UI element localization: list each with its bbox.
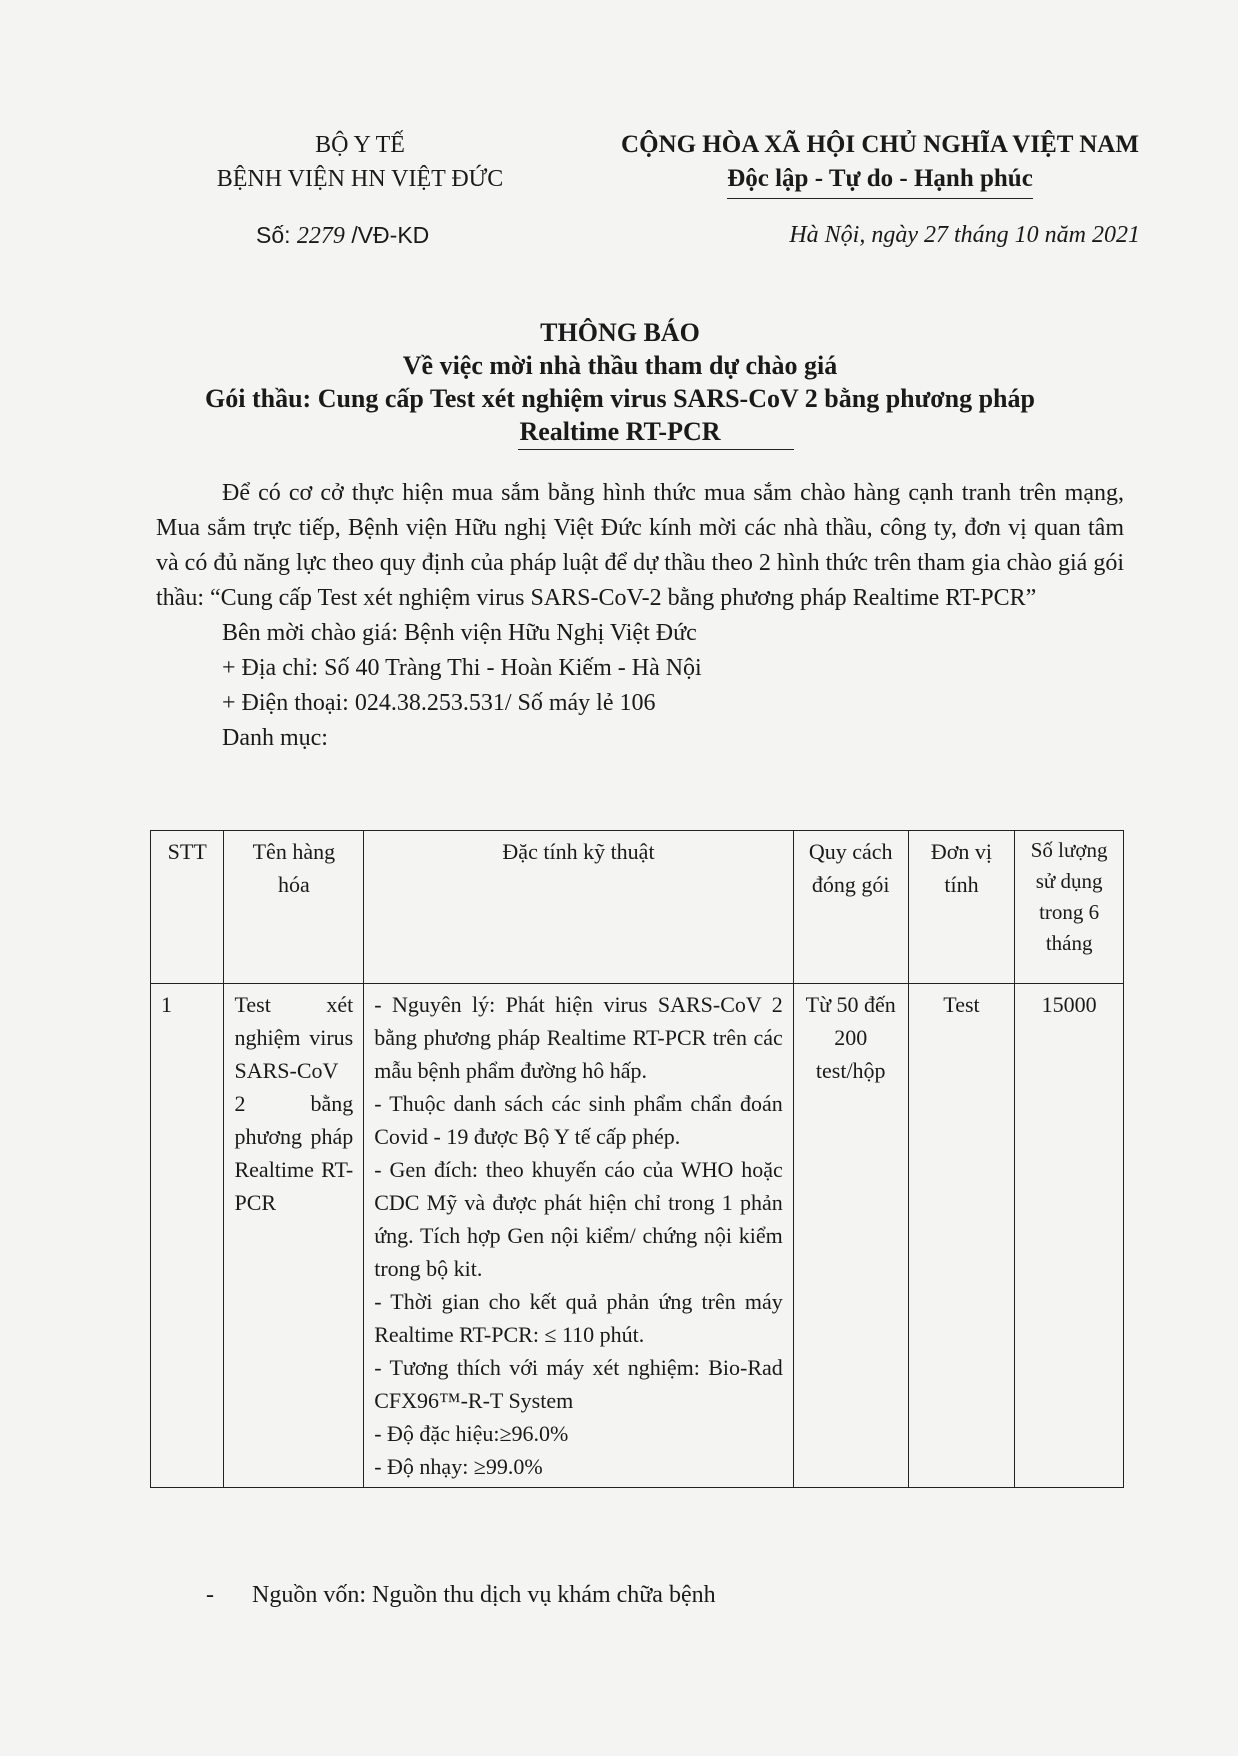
table-header-row (151, 831, 1124, 984)
doc-number-prefix: Số: (256, 222, 291, 248)
date-year: năm 2021 (1044, 222, 1140, 248)
doc-number-suffix: /VĐ-KD (351, 222, 430, 248)
header-unit: Đơn vị tính (908, 831, 1015, 984)
national-header (580, 128, 1180, 199)
row-qty: 15000 (1015, 984, 1124, 1488)
document-date (700, 222, 1140, 249)
phone-line: + Điện thoại: 024.38.253.531/ Số máy lẻ 106 (222, 690, 656, 716)
row-name: Test xét nghiệm virus SARS-CoV 2 bằng phương pháp Realtime RT-PCR (224, 984, 364, 1488)
header-name: Tên hàng hóa (224, 831, 364, 984)
spec-license: - Thuộc danh sách các sinh phẩm chẩn đoán Covid - 19 được Bộ Y tế cấp phép. (374, 1091, 783, 1149)
row-unit: Test (908, 984, 1015, 1488)
date-month-label: tháng (953, 222, 1009, 248)
header-qty: Số lượng sử dụng trong 6 tháng (1015, 831, 1124, 984)
inviter-line: Bên mời chào giá: Bệnh viện Hữu Nghị Việt Đức (222, 620, 697, 646)
date-place: Hà Nội, ngày (789, 222, 918, 248)
notice-body (156, 476, 1124, 756)
row-pack: Từ 50 đến 200 test/hộp (793, 984, 908, 1488)
issuer-header (170, 128, 550, 196)
title-line-1: THÔNG BÁO (540, 318, 700, 347)
funding-dash: - (206, 1582, 214, 1608)
title-line-2: Về việc mời nhà thầu tham dự chào giá (402, 351, 838, 380)
spec-compatibility: - Tương thích với máy xét nghiệm: Bio-Rad CFX96™-R-T System (374, 1355, 783, 1413)
date-day: 27 (923, 222, 948, 248)
row-stt: 1 (151, 984, 224, 1488)
funding-text: Nguồn vốn: Nguồn thu dịch vụ khám chữa bệnh (252, 1582, 716, 1608)
items-table (150, 830, 1124, 1488)
header-pack: Quy cách đóng gói (793, 831, 908, 984)
header-spec: Đặc tính kỹ thuật (364, 831, 794, 984)
document-number (256, 222, 429, 250)
header-stt: STT (151, 831, 224, 984)
row-spec (364, 984, 794, 1488)
notice-title (150, 316, 1090, 448)
title-divider (518, 449, 794, 450)
spec-turnaround: - Thời gian cho kết quả phản ứng trên máy Realtime RT-PCR: ≤ 110 phút. (374, 1289, 783, 1347)
ministry-name: BỘ Y TẾ (315, 132, 405, 158)
title-line-4: Realtime RT-PCR (519, 417, 721, 446)
table-row (151, 984, 1124, 1488)
intro-paragraph: Để có cơ cở thực hiện mua sắm bằng hình thức mua sắm chào hàng cạnh tranh trên mạng, Mua sắm trực tiếp, Bệnh viện Hữu nghị Việt Đức kính mời các nhà thầu, công ty, đơn vị quan tâm và có đủ năng lực theo quy định của pháp luật để dự thầu theo 2 hình thức trên tham gia chào giá gói thầu: “Cung cấp Test xét nghiệm virus SARS-CoV-2 bằng phương pháp Realtime RT-PCR” (156, 480, 1124, 611)
spec-target-gene: - Gen đích: theo khuyến cáo của WHO hoặc CDC Mỹ và được phát hiện chỉ trong 1 phản ứng. Tích hợp Gen nội kiểm/ chứng nội kiểm trong bộ kit. (374, 1157, 783, 1281)
national-motto: Độc lập - Tự do - Hạnh phúc (727, 162, 1033, 199)
spec-specificity: - Độ đặc hiệu:≥96.0% (374, 1421, 569, 1446)
date-month: 10 (1014, 222, 1039, 248)
country-name: CỘNG HÒA XÃ HỘI CHỦ NGHĨA VIỆT NAM (621, 131, 1139, 158)
title-line-3: Gói thầu: Cung cấp Test xét nghiệm virus SARS-CoV 2 bằng phương pháp (205, 384, 1035, 413)
spec-sensitivity: - Độ nhạy: ≥99.0% (374, 1454, 543, 1479)
hospital-name: BỆNH VIỆN HN VIỆT ĐỨC (216, 166, 504, 192)
funding-note (206, 1582, 716, 1609)
address-line: + Địa chỉ: Số 40 Tràng Thi - Hoàn Kiếm - Hà Nội (222, 655, 702, 681)
doc-number-value: 2279 (296, 223, 345, 249)
list-label: Danh mục: (222, 725, 328, 751)
spec-principle: - Nguyên lý: Phát hiện virus SARS-CoV 2 bằng phương pháp Realtime RT-PCR trên các mẫu bệnh phẩm đường hô hấp. (374, 992, 783, 1083)
